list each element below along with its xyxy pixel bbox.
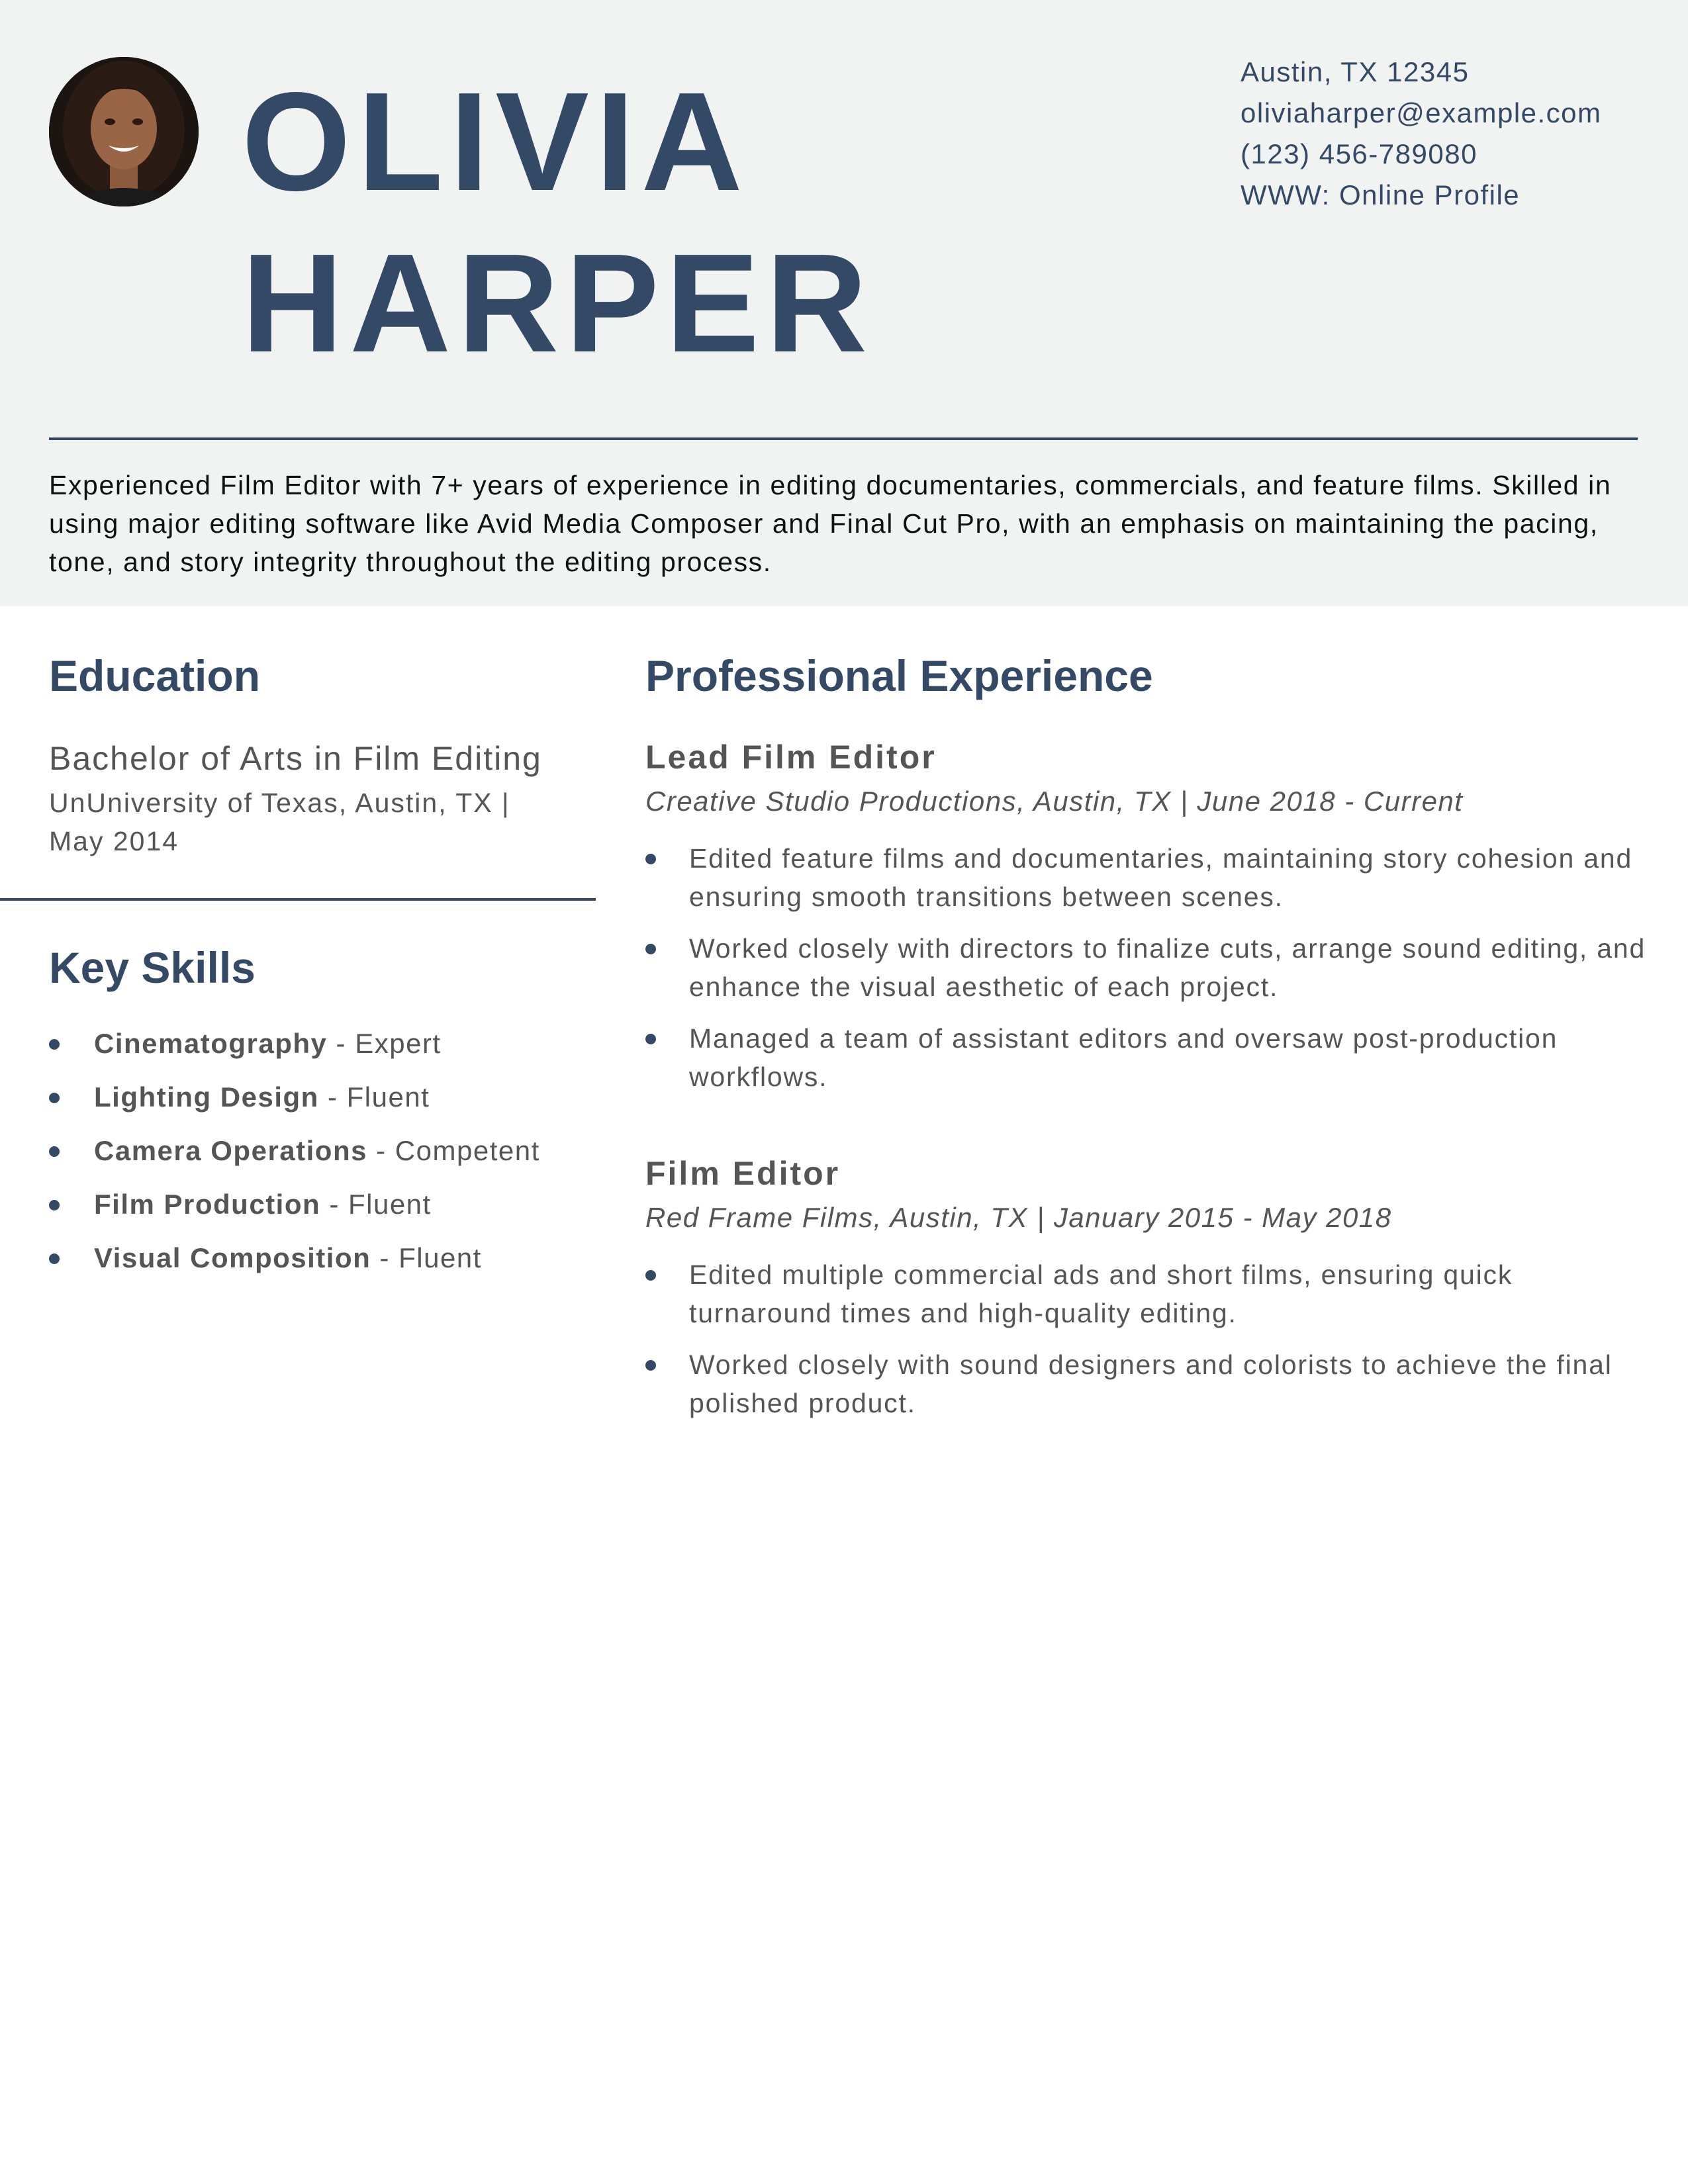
job-company: Creative Studio Productions: [645, 786, 1017, 817]
bullet-icon: [645, 1034, 656, 1044]
job-bullet: [645, 1255, 1652, 1332]
job-dates: | June 2018 - Current: [1171, 786, 1464, 817]
contact-address: Austin, TX 12345: [1241, 56, 1470, 87]
avatar-portrait-image: [49, 57, 199, 206]
job-title: Film Editor: [645, 1155, 841, 1192]
skill-level: - Competent: [367, 1135, 540, 1166]
job-dates: | January 2015 - May 2018: [1028, 1202, 1392, 1233]
contact-block: [1241, 52, 1664, 216]
job-bullet: [645, 1345, 1652, 1422]
bullet-icon: [49, 1093, 60, 1103]
bullet-icon: [645, 854, 656, 864]
experience-heading: Professional Experience: [645, 651, 1153, 700]
skill-name: Film Production: [94, 1189, 321, 1220]
job-title: Lead Film Editor: [645, 739, 937, 776]
contact-email[interactable]: oliviaharper@example.com: [1241, 97, 1602, 128]
first-name: OLIVIA: [242, 63, 749, 220]
job-meta: [645, 782, 1652, 821]
last-name: HARPER: [242, 224, 874, 381]
bullet-icon: [645, 1360, 656, 1371]
skills-list: [49, 1024, 592, 1293]
skill-item: [49, 1024, 592, 1078]
skills-heading: Key Skills: [49, 943, 256, 992]
skill-name: Camera Operations: [94, 1135, 367, 1166]
job-company: Red Frame Films: [645, 1202, 874, 1233]
bullet-icon: [49, 1039, 60, 1050]
job-meta: [645, 1199, 1652, 1237]
job-entry: [645, 737, 1652, 1109]
avatar: [49, 57, 199, 206]
skill-name: Visual Composition: [94, 1242, 371, 1273]
summary: Experienced Film Editor with 7+ years of experience in editing documentaries, commercials, and feature films. Skilled in using major editing software like Avid Media Composer and Final Cut Pro, with an emphasis on maintaining the pacing, tone, and story integrity throughout the editing process.: [49, 470, 1612, 577]
job-bullet: [645, 1019, 1652, 1096]
job-bullets: [645, 839, 1652, 1096]
education-school-line: UnUniversity of Texas, Austin, TX |: [49, 788, 510, 818]
contact-phone: (123) 456-789080: [1241, 138, 1477, 169]
job-bullet: [645, 929, 1652, 1006]
job-location: , Austin, TX: [873, 1202, 1029, 1233]
job-entry: [645, 1154, 1652, 1435]
bullet-icon: [49, 1253, 60, 1264]
skill-level: - Fluent: [318, 1081, 430, 1113]
skill-level: - Fluent: [371, 1242, 482, 1273]
bullet-icon: [645, 1270, 656, 1281]
skill-item: [49, 1132, 592, 1185]
job-bullets: [645, 1255, 1652, 1422]
bullet-icon: [49, 1200, 60, 1210]
bullet-icon: [49, 1146, 60, 1157]
contact-website[interactable]: WWW: Online Profile: [1241, 179, 1521, 210]
job-bullet-text: Edited feature films and documentaries, maintaining story cohesion and ensuring smooth transitions between scenes.: [689, 843, 1633, 912]
header-band: [0, 0, 1688, 606]
job-bullet: [645, 839, 1652, 916]
job-bullet-text: Worked closely with directors to finalize cuts, arrange sound editing, and enhance the visual aesthetic of each project.: [689, 933, 1646, 1002]
skill-item: [49, 1185, 592, 1239]
education-school: [49, 784, 552, 860]
left-column-divider: [0, 898, 596, 901]
job-bullet-text: Worked closely with sound designers and colorists to achieve the final polished product.: [689, 1349, 1613, 1418]
skill-item: [49, 1239, 592, 1293]
header-divider: [49, 437, 1638, 440]
skill-item: [49, 1078, 592, 1132]
education-date: May 2014: [49, 826, 179, 856]
skill-name: Lighting Design: [94, 1081, 319, 1113]
bullet-icon: [645, 944, 656, 954]
job-bullet-text: Managed a team of assistant editors and oversaw post-production workflows.: [689, 1023, 1558, 1092]
job-bullet-text: Edited multiple commercial ads and short films, ensuring quick turnaround times and high-quality editing.: [689, 1259, 1513, 1328]
education-heading: Education: [49, 651, 261, 700]
job-location: , Austin, TX: [1017, 786, 1172, 817]
skill-level: - Fluent: [320, 1189, 432, 1220]
skill-level: - Expert: [327, 1028, 442, 1059]
skill-name: Cinematography: [94, 1028, 328, 1059]
education-degree: Bachelor of Arts in Film Editing: [49, 740, 542, 777]
